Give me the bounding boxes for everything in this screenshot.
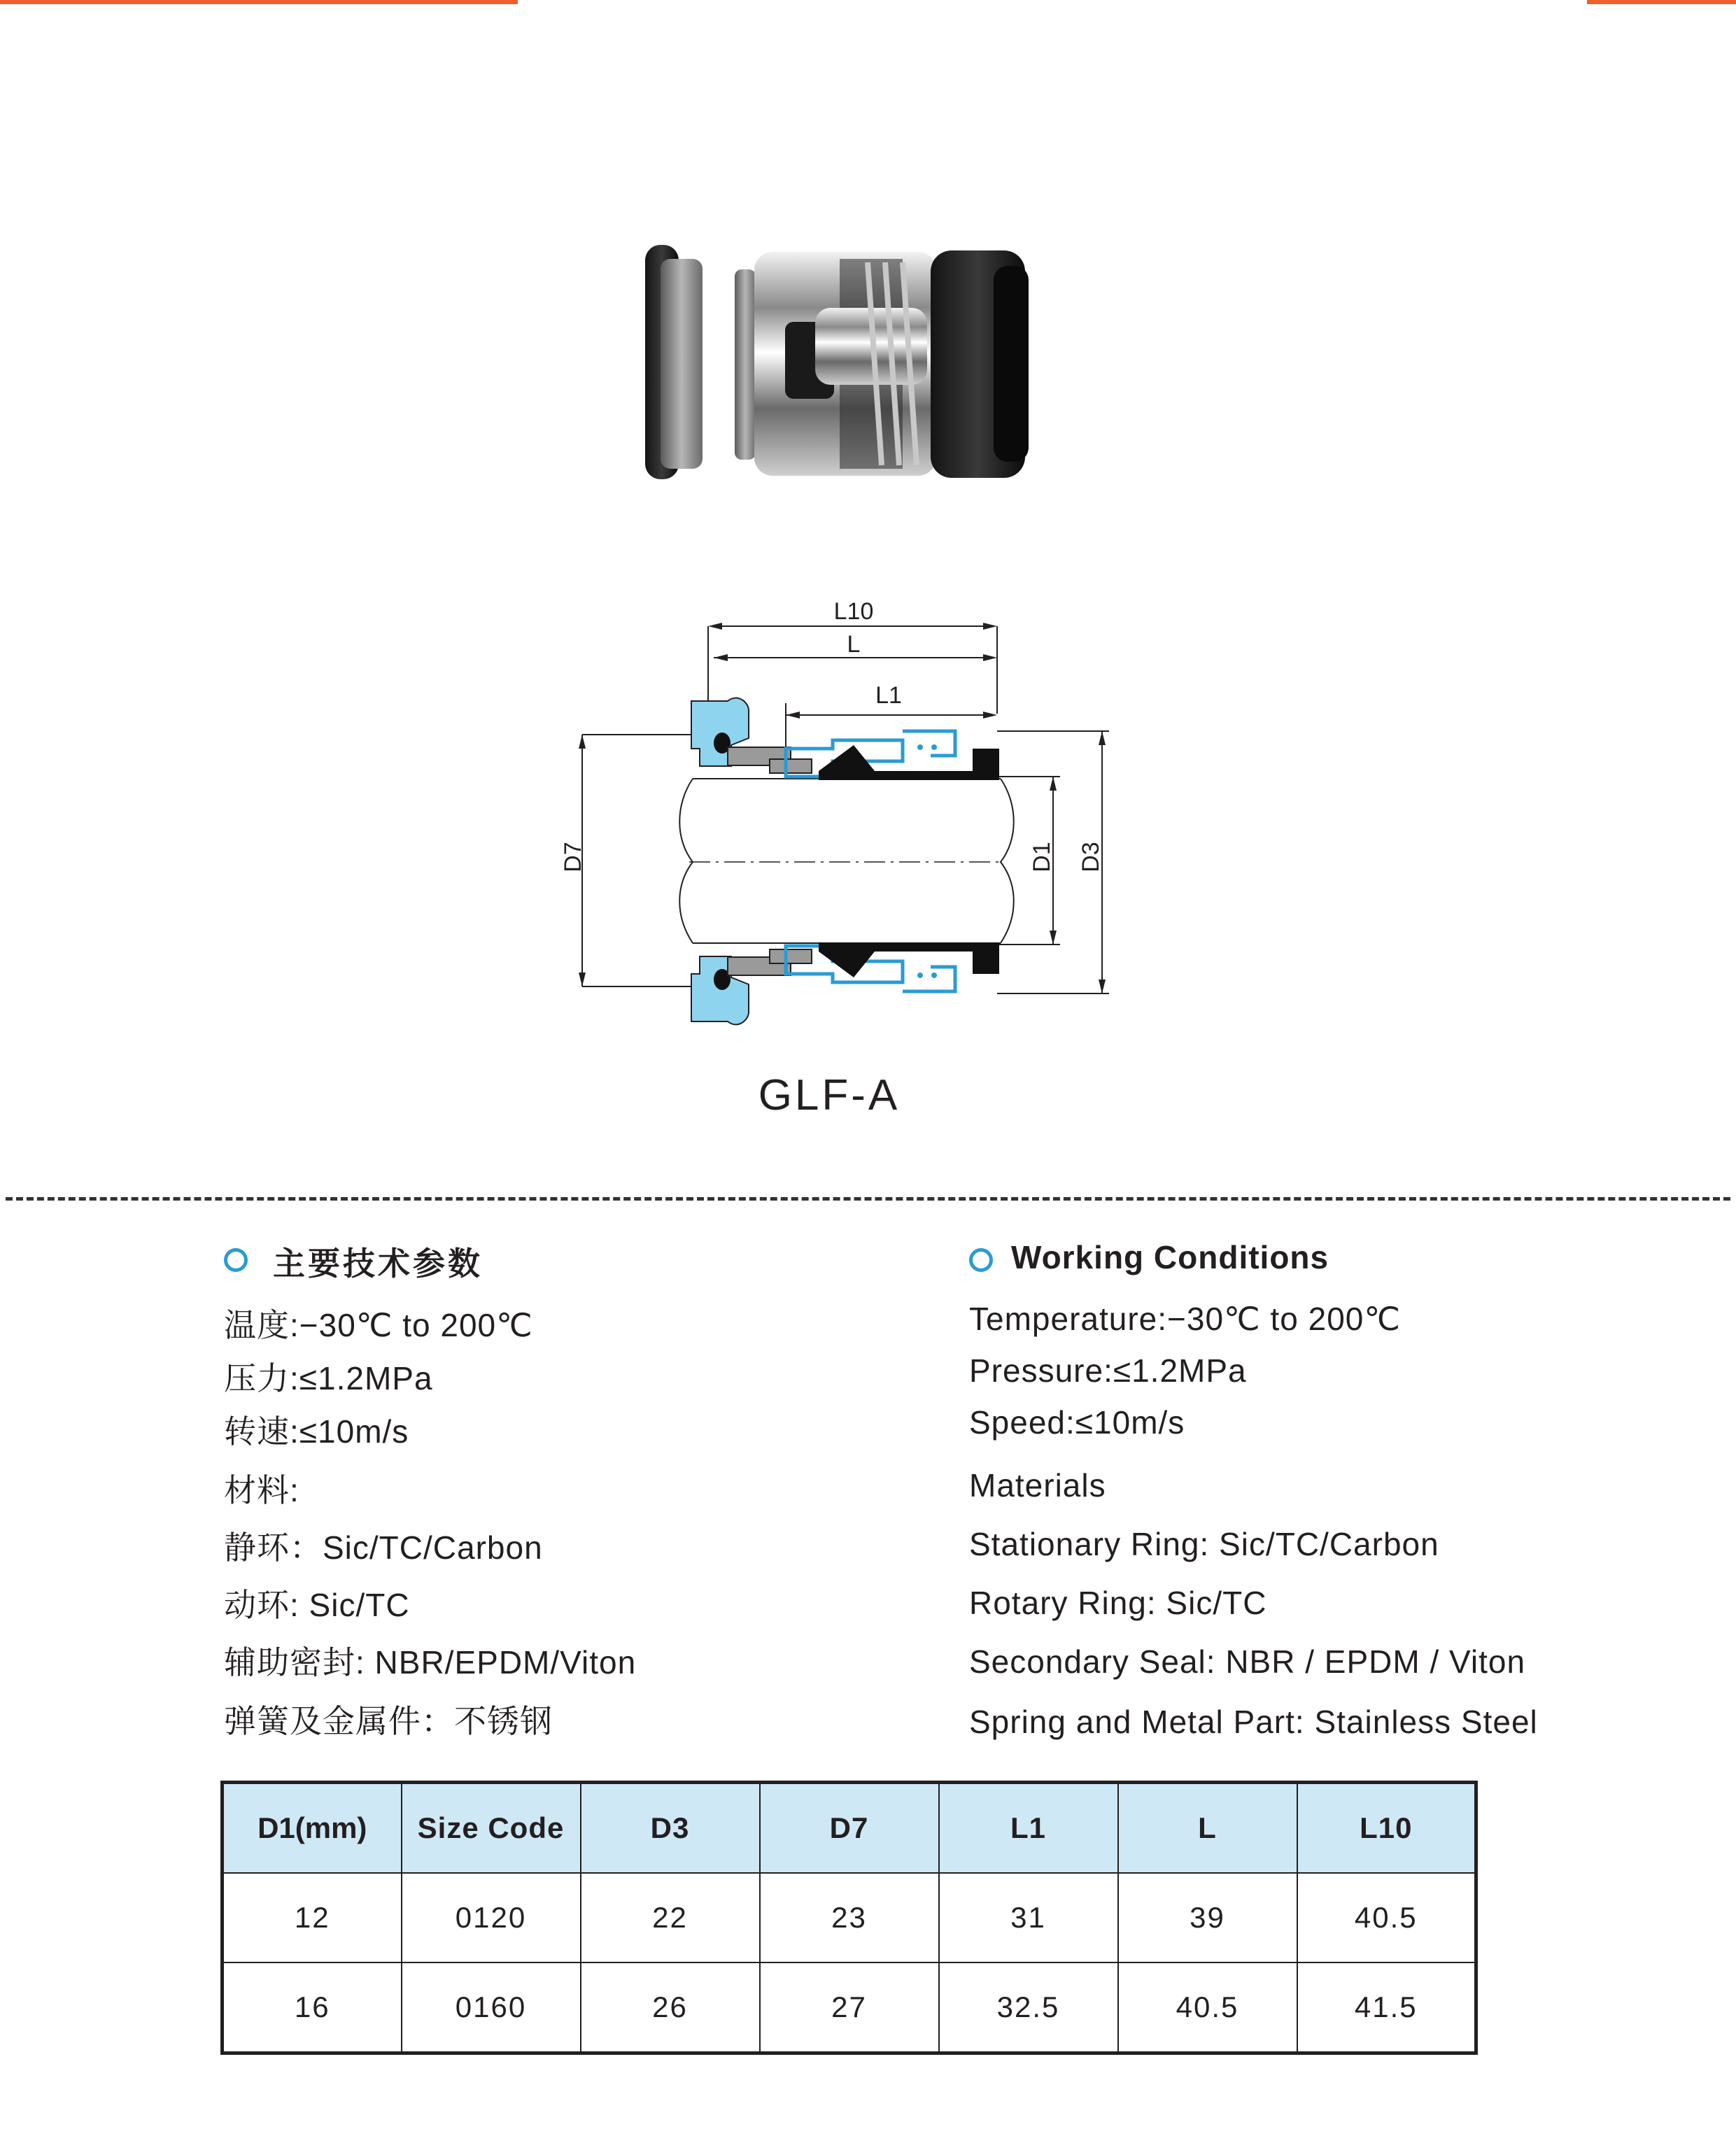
table-row: [223, 1962, 1476, 2053]
diagram-label-d7: D7: [560, 842, 586, 872]
table-cell: 12: [223, 1873, 402, 1962]
table-header-cell: L10: [1297, 1783, 1476, 1874]
table-header-row: [223, 1783, 1476, 1874]
table-cell: 16: [223, 1962, 402, 2053]
diagram-label-d1: D1: [1029, 842, 1055, 872]
table-cell: 39: [1118, 1873, 1297, 1962]
table-row: [223, 1873, 1476, 1962]
table-header-cell: L: [1118, 1783, 1297, 1874]
table-cell: 31: [939, 1873, 1118, 1962]
table-header-cell: D7: [760, 1783, 939, 1874]
diagram-label-l: L: [847, 631, 861, 658]
top-accent-bar-right: [1587, 0, 1736, 4]
table-cell: 40.5: [1297, 1873, 1476, 1962]
table-cell: 40.5: [1118, 1962, 1297, 2053]
model-title: GLF-A: [758, 1071, 901, 1119]
diagram-label-l10: L10: [833, 598, 874, 625]
seal-cross-section-diagram: [539, 588, 1141, 1077]
table-cell: 0160: [402, 1962, 581, 2053]
circle-bullet-icon: [969, 1248, 993, 1272]
table-cell: 41.5: [1297, 1962, 1476, 2053]
product-photo: [630, 231, 1064, 497]
cn-section-title: 主要技术参数: [273, 1245, 483, 1282]
table-header-cell: D1(mm): [223, 1783, 402, 1874]
table-cell: 26: [581, 1962, 760, 2053]
table-cell: 23: [760, 1873, 939, 1962]
en-section-title: Working Conditions: [1011, 1239, 1329, 1275]
diagram-label-l1: L1: [875, 682, 902, 709]
table-header-cell: L1: [939, 1783, 1118, 1874]
circle-bullet-icon: [224, 1248, 248, 1272]
table-header-cell: D3: [581, 1783, 760, 1874]
top-accent-bar-left: [0, 0, 518, 4]
table-cell: 0120: [402, 1873, 581, 1962]
table-cell: 27: [760, 1962, 939, 2053]
size-spec-table: [220, 1781, 1478, 2055]
diagram-label-d3: D3: [1078, 842, 1104, 872]
table-cell: 32.5: [939, 1962, 1118, 2053]
table-header-cell: Size Code: [402, 1783, 581, 1874]
table-cell: 22: [581, 1873, 760, 1962]
dashed-divider: [6, 1197, 1730, 1201]
